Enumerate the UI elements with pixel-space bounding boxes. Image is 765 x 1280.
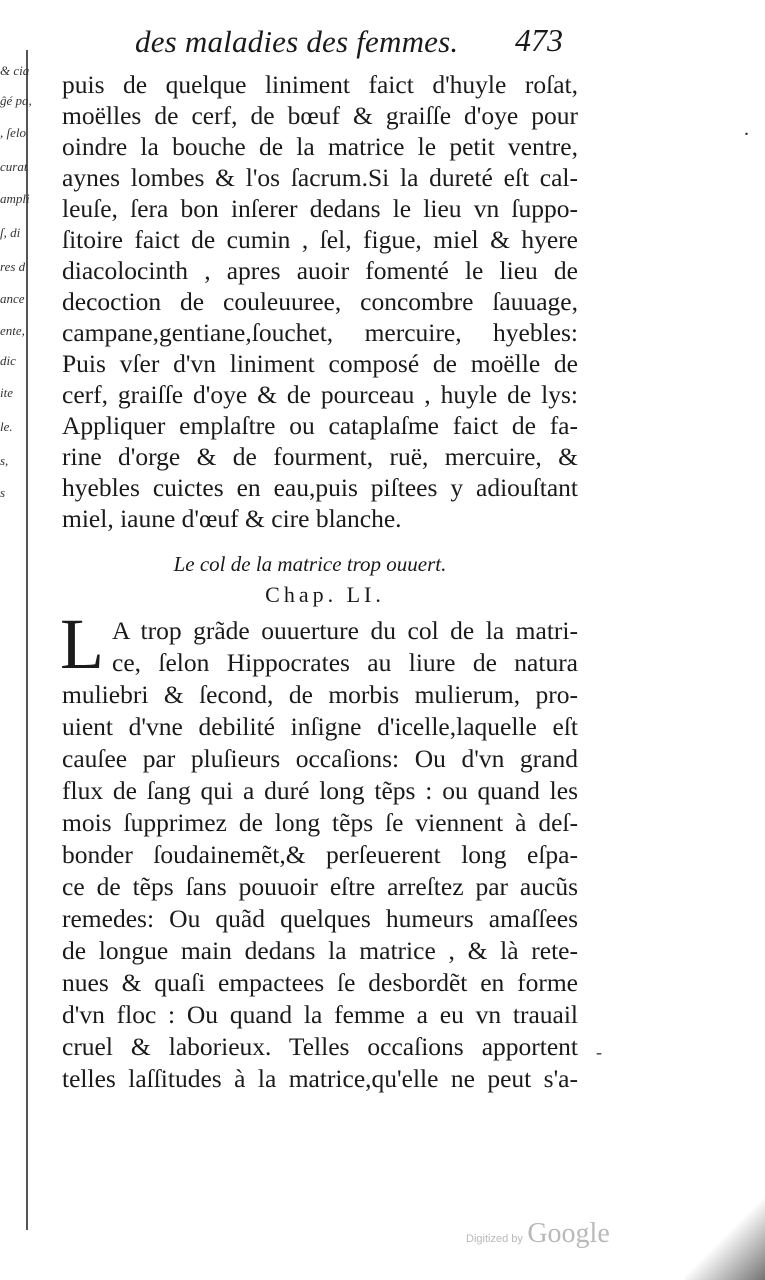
watermark-prefix: Digitized by — [466, 1233, 523, 1245]
gutter-note: le. — [0, 419, 13, 434]
gutter-note: res d — [0, 259, 26, 274]
page-corner-shadow — [685, 1190, 765, 1280]
text-line: Puis vſer d'vn liniment composé de moëlle de — [62, 349, 578, 378]
gutter-note: ampli — [0, 191, 30, 206]
text-line: campane,gentiane,ſouchet, mercuire, hyebles: — [62, 318, 578, 347]
gutter-note: , ſelo — [0, 125, 26, 140]
text-line: muliebri & ſecond, de morbis mulierum, pro- — [62, 680, 578, 709]
text-line: rine d'orge & de fourment, ruë, mercuire, & — [62, 442, 578, 471]
margin-mark: - — [596, 1042, 602, 1062]
gutter-note: ance — [0, 291, 25, 306]
text-line: d'vn floc : Ou quand la femme a eu vn trauail — [62, 1000, 578, 1029]
drop-cap: L — [60, 604, 104, 684]
text-line: ce, ſelon Hippocrates au liure de natura — [112, 648, 578, 677]
text-line: hyebles cuictes en eau,puis piſtees y adiouſtant — [62, 473, 578, 502]
text-line: puis de quelque liniment faict d'huyle roſat, — [62, 70, 578, 99]
section-title: Le col de la matrice trop ouuert. — [173, 552, 447, 576]
gutter-note: ite — [0, 385, 13, 400]
margin-mark: . — [744, 118, 749, 140]
text-line: diacolocinth , apres auoir fomenté le lieu de — [62, 256, 578, 285]
text-line: leuſe, ſera bon inſerer dedans le lieu vn ſuppo- — [62, 194, 578, 223]
gutter-note: curat — [0, 159, 28, 174]
text-line: remedes: Ou quãd quelques humeurs amaſſees — [62, 904, 578, 933]
gutter-note: ente, — [0, 323, 25, 338]
gutter-bleed-notes — [0, 55, 32, 525]
gutter-note: s, — [0, 453, 9, 468]
text-line: bonder ſoudainemẽt,& perſeuerent long eſpa- — [62, 840, 578, 869]
text-line: flux de ſang qui a duré long tẽps : ou quand les — [62, 776, 578, 805]
text-line: cruel & laborieux. Telles occaſions apportent — [62, 1032, 578, 1061]
text-line: de longue main dedans la matrice , & là rete- — [62, 936, 578, 965]
text-line: nues & quaſi empactees ſe desbordẽt en forme — [62, 968, 578, 997]
text-line: decoction de couleuuree, concombre ſauuage, — [62, 287, 578, 316]
digitization-watermark — [466, 1218, 610, 1250]
text-line: ſitoire faict de cumin , ſel, figue, miel & hyere — [62, 225, 578, 254]
text-line: mois ſupprimez de long tẽps ſe viennent à deſ- — [62, 808, 578, 837]
gutter-note: ĝé pa, — [0, 93, 32, 108]
text-line: telles laſſitudes à la matrice,qu'elle ne peut s'a- — [62, 1064, 578, 1093]
text-line: ce de tẽps ſans pouuoir eſtre arreſtez par aucũs — [62, 872, 578, 901]
chapter-heading: Chap. LI. — [265, 582, 385, 607]
text-line: A trop grãde ouuerture du col de la matri- — [112, 616, 578, 645]
page-number: 473 — [515, 22, 563, 58]
text-line: aynes lombes & l'os ſacrum.Si la dureté eſt cal- — [62, 163, 578, 192]
text-line: cerf, graiſſe d'oye & de pourceau , huyle de lys: — [62, 380, 578, 409]
gutter-note: & cia — [0, 63, 30, 78]
running-head: des maladies des femmes. — [135, 24, 459, 59]
gutter-note: s — [0, 485, 6, 500]
text-line: miel, iaune d'œuf & cire blanche. — [62, 504, 402, 533]
gutter-note: ſ, di — [0, 225, 21, 240]
text-line: moëlles de cerf, de bœuf & graiſſe d'oye pour — [62, 101, 578, 130]
text-line: uient d'vne debilité inſigne d'icelle,laquelle eſt — [62, 712, 578, 741]
text-line: cauſee par pluſieurs occaſions: Ou d'vn grand — [62, 744, 578, 773]
text-line: oindre la bouche de la matrice le petit ventre, — [62, 132, 578, 161]
text-line: Appliquer emplaſtre ou cataplaſme faict de fa- — [62, 411, 578, 440]
watermark-logo: Google — [527, 1218, 610, 1249]
gutter-note: dic — [0, 353, 16, 368]
